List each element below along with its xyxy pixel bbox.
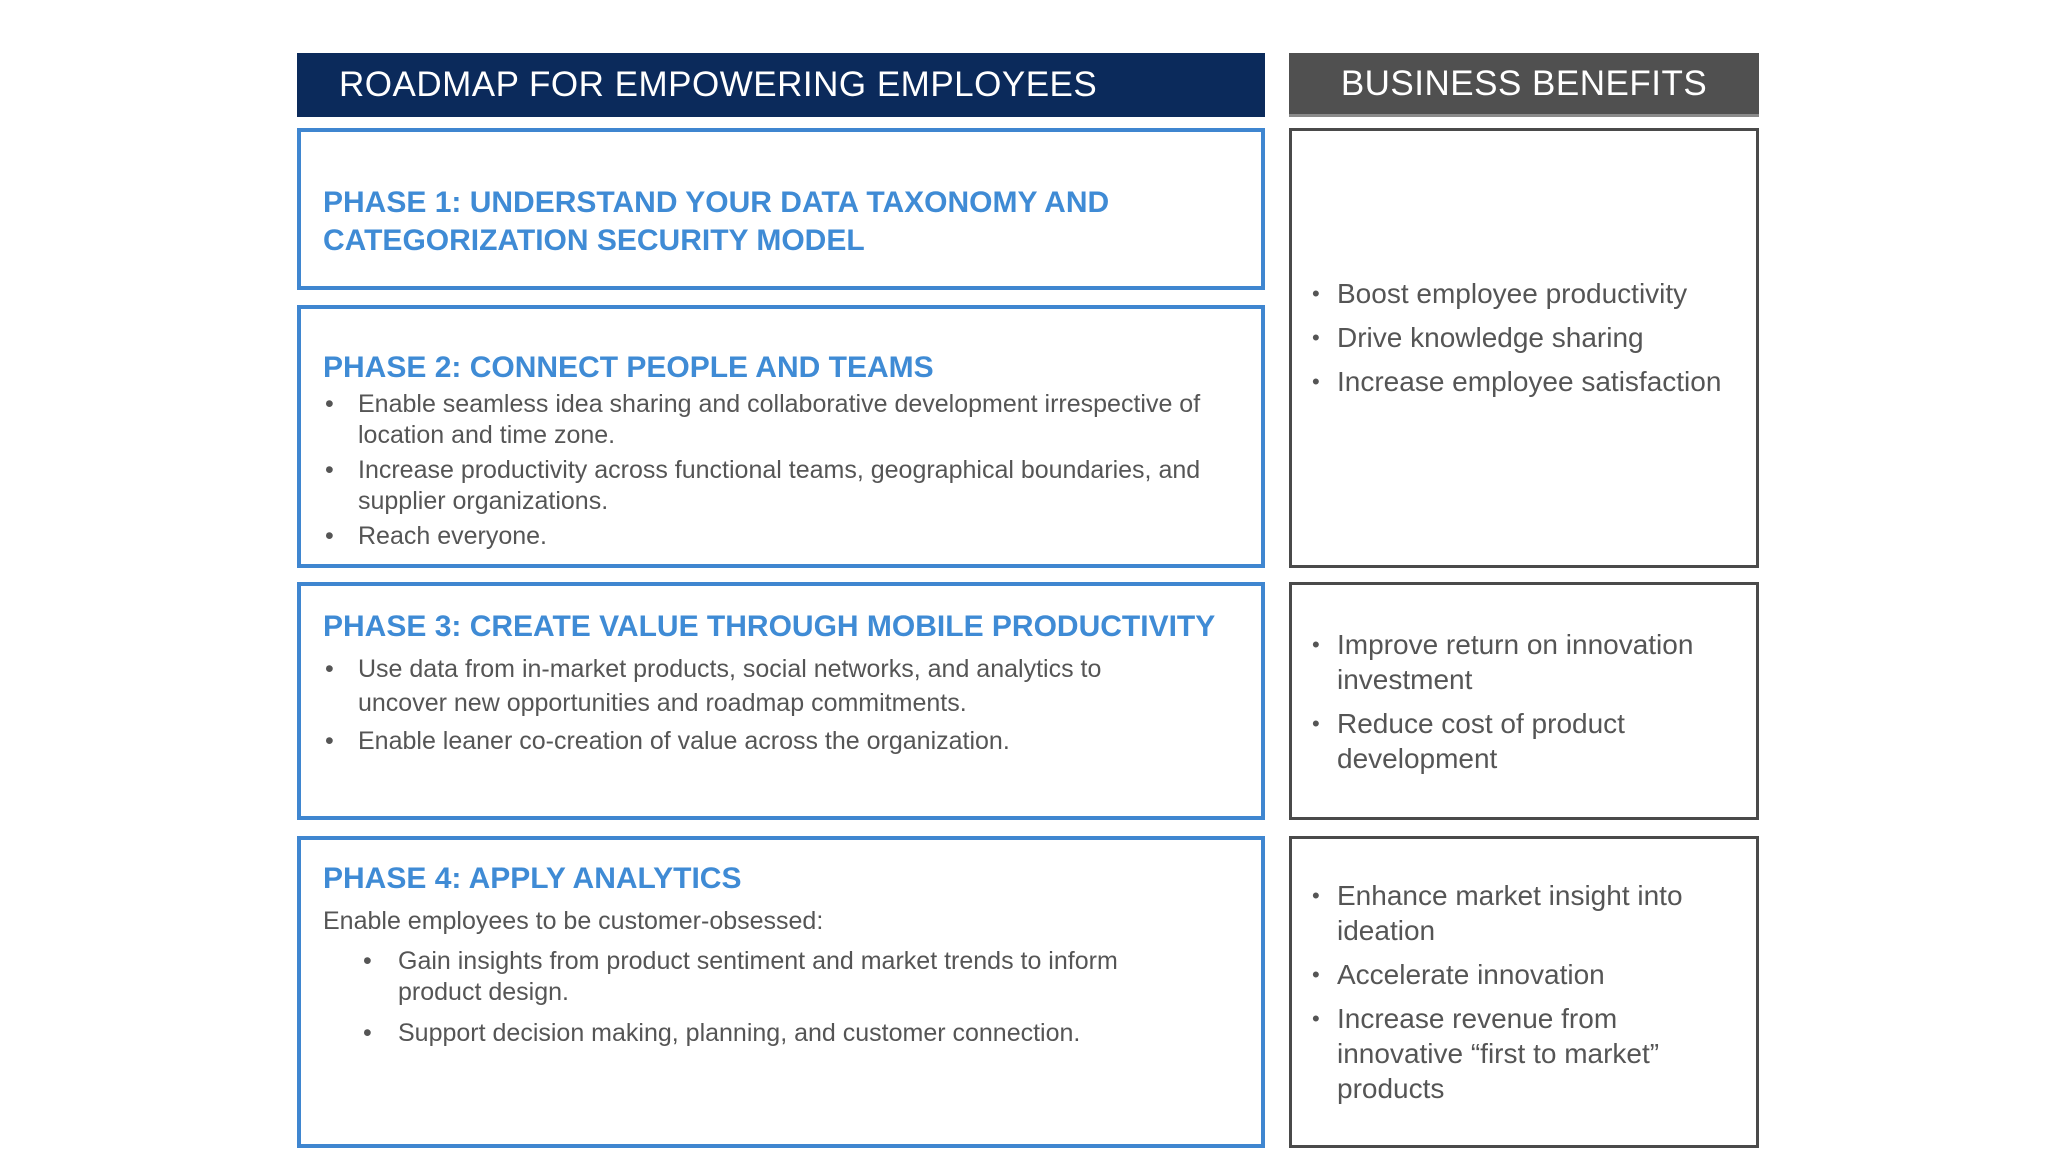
list-item: • Drive knowledge sharing	[1310, 320, 1746, 355]
phase-4-bullet-list	[361, 946, 1261, 1049]
phase-1-box	[297, 128, 1265, 290]
roadmap-header	[297, 53, 1265, 117]
phase-3-title: PHASE 3: CREATE VALUE THROUGH MOBILE PRODUCTIVITY	[323, 610, 1216, 643]
phase-4-title: PHASE 4: APPLY ANALYTICS	[323, 862, 742, 895]
roadmap-header-label: ROADMAP FOR EMPOWERING EMPLOYEES	[339, 65, 1098, 104]
phase-2-box	[297, 305, 1265, 568]
benefits-list-1	[1310, 276, 1746, 399]
list-item: • Enable leaner co-creation of value across the organization.	[323, 726, 1171, 757]
benefits-box-1	[1289, 128, 1759, 568]
phase-3-box	[297, 582, 1265, 820]
list-item: • Accelerate innovation	[1310, 957, 1706, 992]
phase-3-bullet-list	[323, 652, 1261, 757]
benefits-list-3	[1310, 878, 1746, 1106]
phase-1-title	[323, 184, 1261, 260]
list-item: • Boost employee productivity	[1310, 276, 1746, 311]
list-item: • Support decision making, planning, and customer connection.	[361, 1018, 1191, 1049]
list-item: • Enable seamless idea sharing and collaborative development irrespective of location and time zone.	[323, 389, 1261, 451]
benefits-header	[1289, 53, 1759, 117]
list-item: • Gain insights from product sentiment and market trends to inform product design.	[361, 946, 1191, 1008]
list-item: • Increase revenue from innovative “first to market” products	[1310, 1001, 1706, 1106]
phase-2-bullet-list	[323, 389, 1261, 552]
benefits-box-3	[1289, 836, 1759, 1148]
list-item: • Use data from in-market products, social networks, and analytics to uncover new opportunities and roadmap commitments.	[323, 652, 1171, 720]
list-item: • Enhance market insight into ideation	[1310, 878, 1706, 948]
phase-1-title-line-1: PHASE 1: UNDERSTAND YOUR DATA TAXONOMY AND	[323, 186, 1110, 219]
list-item: • Reduce cost of product development	[1310, 706, 1726, 776]
benefits-box-2	[1289, 582, 1759, 820]
phase-4-intro: Enable employees to be customer-obsessed:	[323, 907, 824, 935]
benefits-header-label: BUSINESS BENEFITS	[1340, 63, 1708, 103]
list-item: • Reach everyone.	[323, 521, 1261, 552]
phase-2-title: PHASE 2: CONNECT PEOPLE AND TEAMS	[323, 351, 934, 384]
list-item: • Increase productivity across functional teams, geographical boundaries, and supplier organizations.	[323, 455, 1261, 517]
phase-1-title-line-2: CATEGORIZATION SECURITY MODEL	[323, 224, 865, 257]
benefits-list-2	[1310, 627, 1746, 776]
phase-4-box	[297, 836, 1265, 1148]
list-item: • Increase employee satisfaction	[1310, 364, 1746, 399]
list-item: • Improve return on innovation investment	[1310, 627, 1726, 697]
